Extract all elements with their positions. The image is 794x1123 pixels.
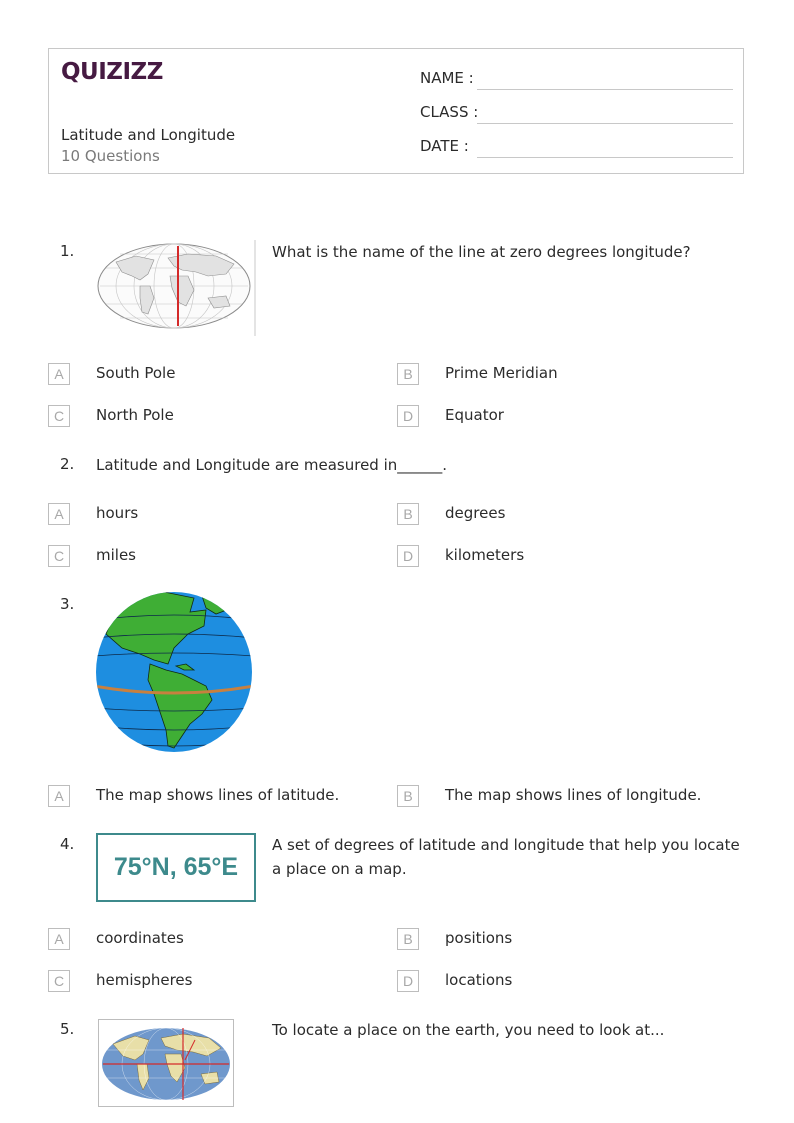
q4-option-d-text: locations: [445, 971, 513, 989]
name-label: NAME :: [420, 69, 474, 87]
question-5-number: 5.: [60, 1020, 75, 1038]
q1-option-d-box[interactable]: D: [397, 405, 419, 427]
q2-option-c-text: miles: [96, 546, 136, 564]
globe-latitude-lines-icon: [94, 590, 254, 754]
q3-option-a-box[interactable]: A: [48, 785, 70, 807]
q1-option-b-box[interactable]: B: [397, 363, 419, 385]
q1-option-d-text: Equator: [445, 406, 504, 424]
q2-option-d-box[interactable]: D: [397, 545, 419, 567]
class-label: CLASS :: [420, 103, 479, 121]
q2-option-a-text: hours: [96, 504, 139, 522]
question-4-text: A set of degrees of latitude and longitude that help you locate a place on a map.: [272, 836, 740, 878]
q2-option-a-box[interactable]: A: [48, 503, 70, 525]
q1-option-c-box[interactable]: C: [48, 405, 70, 427]
world-map-prime-meridian-icon: [96, 240, 256, 336]
q4-option-b-text: positions: [445, 929, 513, 947]
question-1-text: What is the name of the line at zero degrees longitude?: [272, 243, 691, 261]
question-5-text: To locate a place on the earth, you need to look at...: [272, 1021, 665, 1039]
date-label: DATE :: [420, 137, 469, 155]
q2-option-b-text: degrees: [445, 504, 506, 522]
question-count: 10 Questions: [61, 147, 160, 165]
q4-option-a-box[interactable]: A: [48, 928, 70, 950]
question-2-text: Latitude and Longitude are measured in______.: [96, 456, 448, 474]
q1-option-a-text: South Pole: [96, 364, 176, 382]
question-2-number: 2.: [60, 455, 75, 473]
q2-option-d-text: kilometers: [445, 546, 525, 564]
q2-option-b-box[interactable]: B: [397, 503, 419, 525]
question-3-number: 3.: [60, 595, 75, 613]
q1-option-b-text: Prime Meridian: [445, 364, 558, 382]
q1-option-a-box[interactable]: A: [48, 363, 70, 385]
q2-option-c-box[interactable]: C: [48, 545, 70, 567]
question-4-number: 4.: [60, 835, 75, 853]
q4-option-a-text: coordinates: [96, 929, 184, 947]
q4-option-d-box[interactable]: D: [397, 970, 419, 992]
q1-option-c-text: North Pole: [96, 406, 174, 424]
q3-option-b-text: The map shows lines of longitude.: [445, 786, 702, 804]
coordinates-image: 75°N, 65°E: [96, 833, 256, 902]
quizizz-logo: QUIZIZZ: [61, 59, 163, 85]
q4-option-c-box[interactable]: C: [48, 970, 70, 992]
q4-option-c-text: hemispheres: [96, 971, 193, 989]
q3-option-a-text: The map shows lines of latitude.: [96, 786, 340, 804]
world-map-grid-icon: [98, 1019, 234, 1107]
date-field[interactable]: [477, 157, 733, 158]
question-1-number: 1.: [60, 242, 75, 260]
class-field[interactable]: [477, 123, 733, 124]
worksheet-title: Latitude and Longitude: [61, 126, 236, 144]
worksheet-header: [48, 48, 744, 174]
q3-option-b-box[interactable]: B: [397, 785, 419, 807]
q4-option-b-box[interactable]: B: [397, 928, 419, 950]
name-field[interactable]: [477, 89, 733, 90]
